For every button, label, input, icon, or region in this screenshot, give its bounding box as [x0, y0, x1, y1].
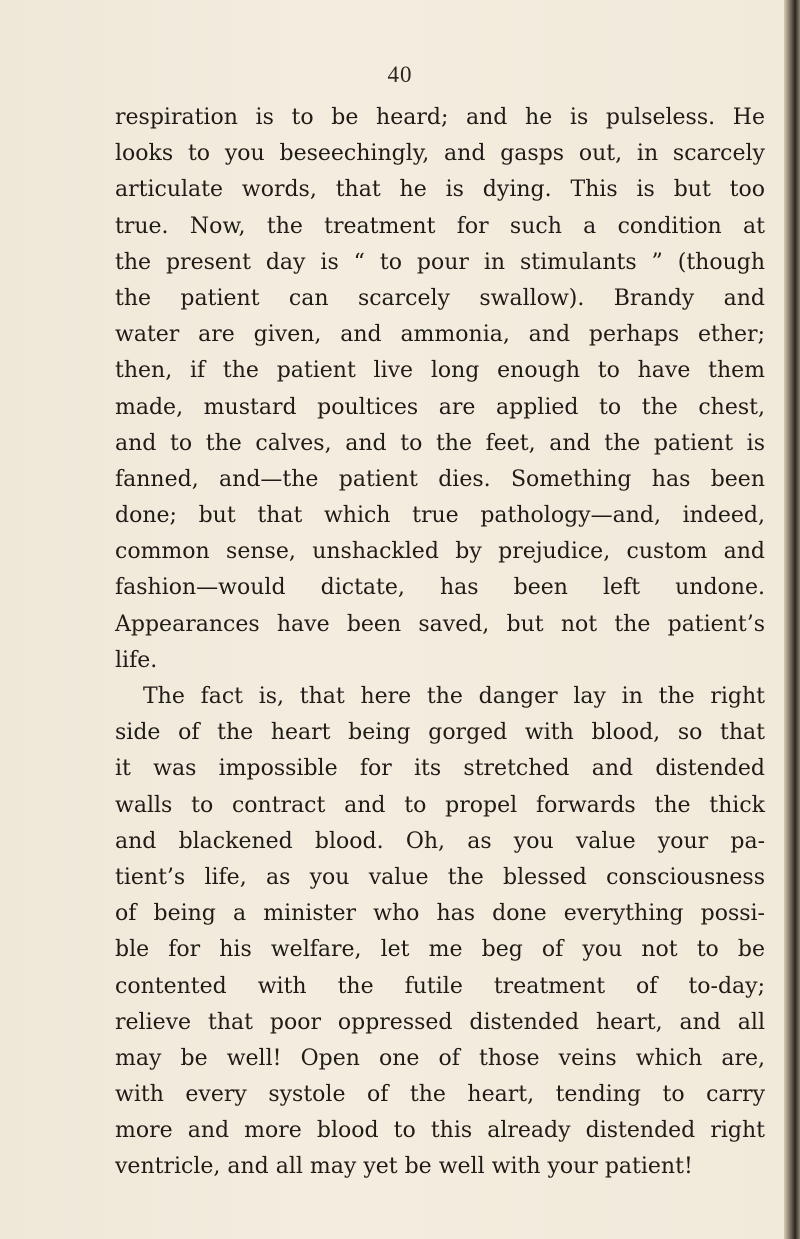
text-line: true. Now, the treatment for such a condition at: [115, 213, 765, 239]
text-line: articulate words, that he is dying. This is but too: [115, 177, 765, 203]
book-spine-edge: [784, 0, 800, 1239]
text-line: with every systole of the heart, tending to carry: [115, 1082, 765, 1108]
text-line: may be well! Open one of those veins which are,: [115, 1045, 765, 1071]
text-line: side of the heart being gorged with blood, so that: [115, 720, 765, 746]
text-line: of being a minister who has done everything possi-: [115, 901, 765, 927]
page-number: 40: [387, 62, 413, 87]
text-line: common sense, unshackled by prejudice, custom and: [115, 539, 765, 565]
text-line: the present day is “ to pour in stimulants ” (though: [115, 249, 765, 275]
text-line: then, if the patient live long enough to have them: [115, 358, 765, 384]
text-line: the patient can scarcely swallow). Brandy and: [115, 285, 765, 311]
text-line: it was impossible for its stretched and distended: [115, 756, 765, 782]
text-line: and blackened blood. Oh, as you value your pa-: [115, 828, 765, 854]
text-line: Appearances have been saved, but not the patient’s: [115, 611, 765, 637]
text-line: life.: [115, 647, 158, 673]
text-line: ble for his welfare, let me beg of you not to be: [115, 937, 765, 963]
body-text: [115, 100, 765, 1186]
text-line: relieve that poor oppressed distended heart, and all: [115, 1009, 765, 1035]
text-line: done; but that which true pathology—and, indeed,: [115, 503, 765, 529]
text-line: ventricle, and all may yet be well with your patient!: [115, 1154, 693, 1180]
text-line: respiration is to be heard; and he is pulseless. He: [115, 105, 765, 130]
text-line: made, mustard poultices are applied to the chest,: [115, 394, 765, 420]
text-line: The fact is, that here the danger lay in the right: [143, 684, 765, 709]
text-line: walls to contract and to propel forwards the thick: [115, 792, 765, 818]
text-line: contented with the futile treatment of to-day;: [115, 973, 765, 999]
text-line: and to the calves, and to the feet, and the patient is: [115, 430, 765, 456]
text-line: fanned, and—the patient dies. Something has been: [115, 466, 765, 492]
text-line: tient’s life, as you value the blessed consciousness: [115, 864, 765, 890]
text-line: looks to you beseechingly, and gasps out, in scarcely: [115, 141, 765, 167]
text-line: water are given, and ammonia, and perhaps ether;: [115, 322, 765, 348]
text-line: fashion—would dictate, has been left undone.: [115, 575, 765, 601]
text-line: more and more blood to this already distended right: [115, 1118, 765, 1144]
